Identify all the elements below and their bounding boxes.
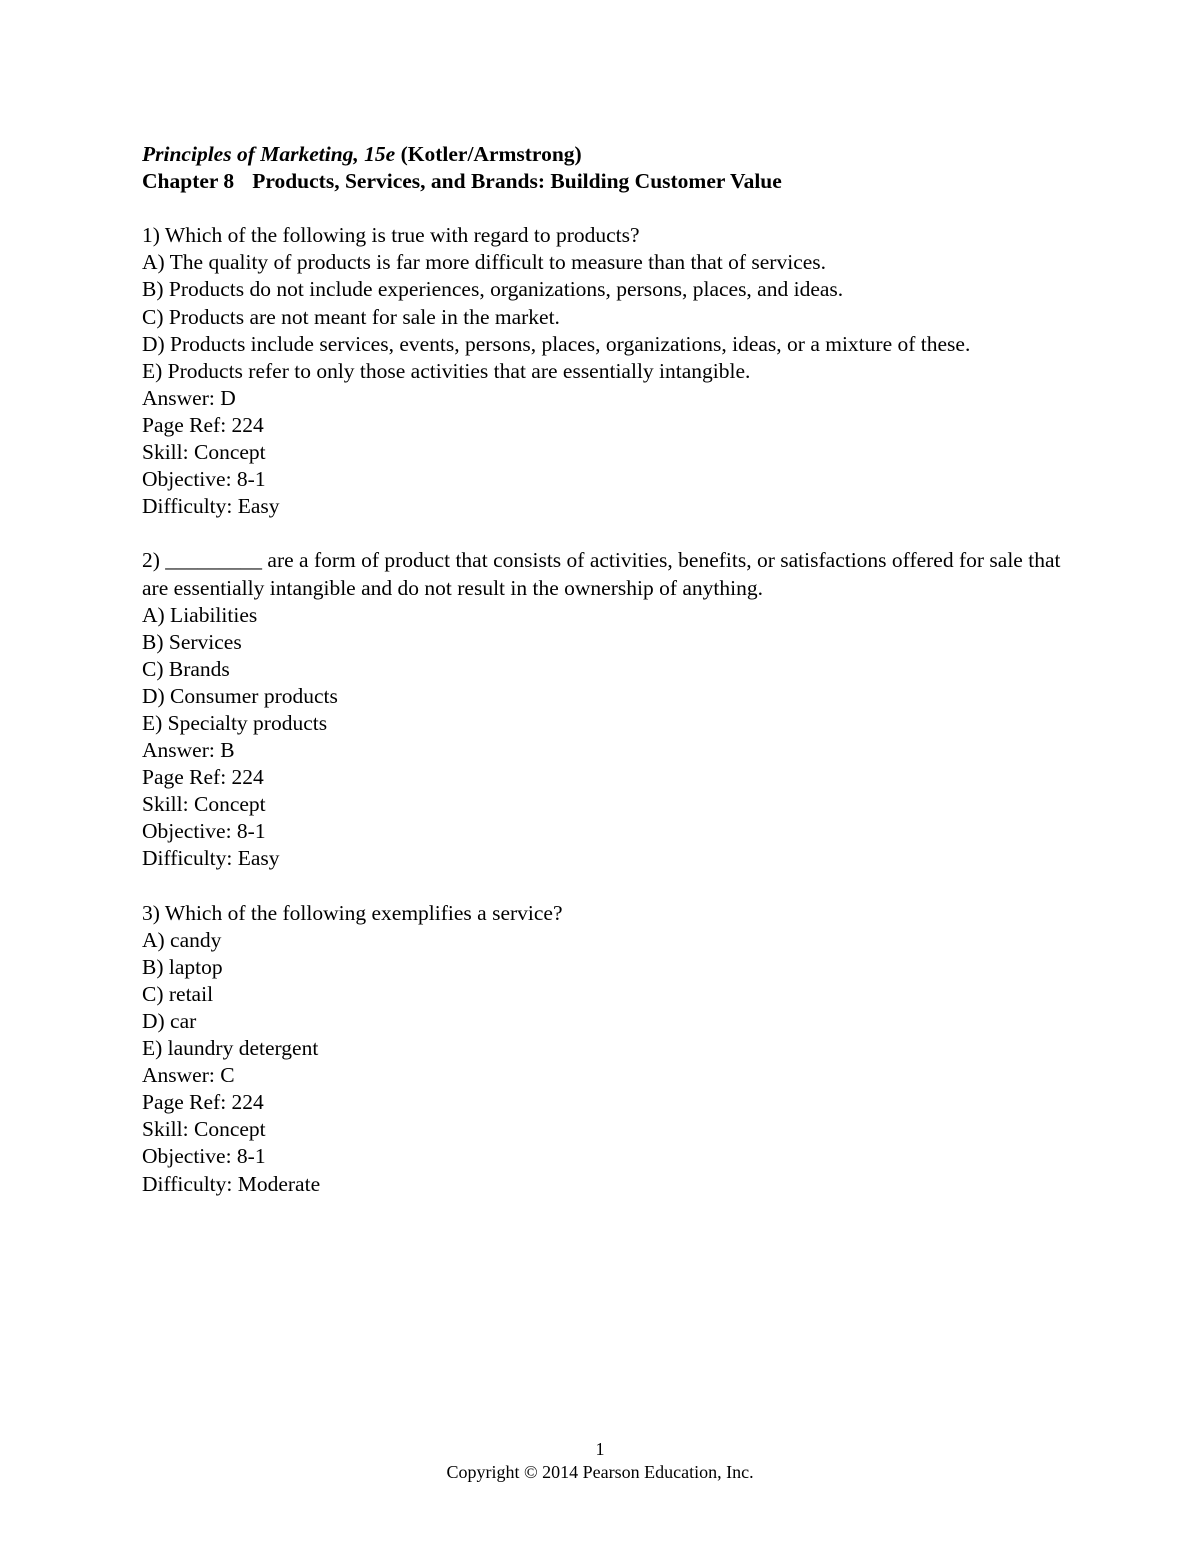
answer-option: C) retail (142, 981, 214, 1006)
answer-option: C) Products are not meant for sale in the market. (142, 304, 560, 329)
page-ref: Page Ref: 224 (142, 1090, 264, 1115)
chapter-label: Chapter 8 (142, 169, 235, 194)
chapter-heading (142, 168, 1082, 195)
page-number: 1 (595, 1439, 605, 1459)
question-stem: 2) _________ are a form of product that consists of activities, benefits, or satisfactions offered for sale that are essentially intangible and do not result in the ownership of anything. (142, 548, 1061, 600)
page-ref: Page Ref: 224 (142, 765, 264, 790)
book-title: Principles of Marketing, 15e (142, 142, 396, 166)
answer-key: Answer: B (142, 738, 235, 763)
copyright-notice: Copyright © 2014 Pearson Education, Inc. (446, 1462, 754, 1482)
answer-option: B) Services (142, 629, 242, 654)
question-block (142, 222, 1082, 520)
book-authors: (Kotler/Armstrong) (400, 142, 582, 166)
answer-option: A) Liabilities (142, 602, 258, 627)
answer-option: A) The quality of products is far more difficult to measure than that of services. (142, 250, 827, 275)
difficulty: Difficulty: Moderate (142, 1171, 321, 1196)
answer-option: D) Products include services, events, persons, places, organizations, ideas, or a mixture of these. (142, 331, 971, 356)
answer-key: Answer: C (142, 1063, 235, 1088)
answer-option: E) Specialty products (142, 710, 328, 735)
question-stem: 3) Which of the following exemplifies a service? (142, 900, 563, 925)
answer-option: A) candy (142, 927, 222, 952)
difficulty: Difficulty: Easy (142, 494, 280, 519)
question-stem: 1) Which of the following is true with regard to products? (142, 223, 640, 248)
skill: Skill: Concept (142, 440, 266, 465)
objective: Objective: 8-1 (142, 467, 266, 492)
question-block (142, 900, 1082, 1198)
skill: Skill: Concept (142, 1117, 266, 1142)
book-title-line (142, 141, 1082, 168)
answer-option: B) laptop (142, 954, 223, 979)
chapter-title: Products, Services, and Brands: Building Customer Value (252, 169, 782, 194)
objective: Objective: 8-1 (142, 819, 266, 844)
question-block (142, 547, 1082, 872)
difficulty: Difficulty: Easy (142, 846, 280, 871)
answer-option: E) Products refer to only those activities that are essentially intangible. (142, 358, 751, 383)
answer-option: B) Products do not include experiences, organizations, persons, places, and ideas. (142, 277, 844, 302)
skill: Skill: Concept (142, 792, 266, 817)
answer-key: Answer: D (142, 385, 236, 410)
answer-option: D) Consumer products (142, 683, 338, 708)
answer-option: D) car (142, 1009, 197, 1033)
page-content (142, 141, 1082, 1198)
answer-option: C) Brands (142, 656, 230, 681)
answer-option: E) laundry detergent (142, 1036, 319, 1061)
page-ref: Page Ref: 224 (142, 412, 264, 437)
objective: Objective: 8-1 (142, 1144, 266, 1169)
